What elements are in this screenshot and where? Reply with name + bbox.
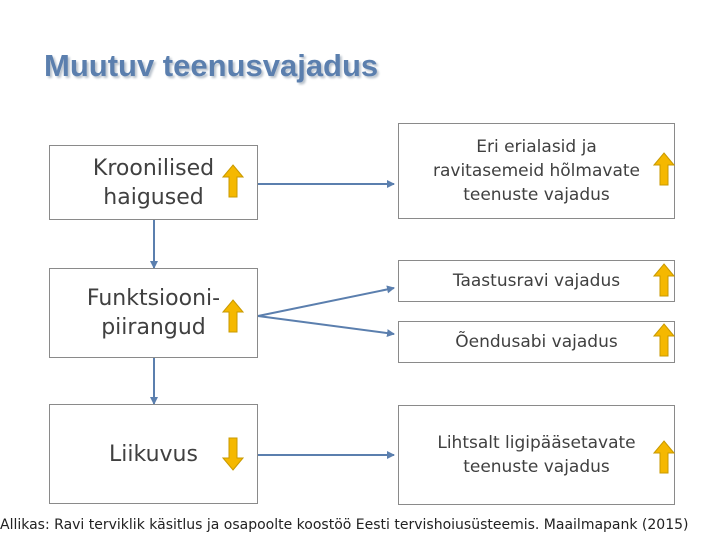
cause-box-line: piirangud xyxy=(101,315,206,340)
trend-up-arrow-icon xyxy=(222,299,244,333)
cause-box-text xyxy=(93,154,214,212)
service-need-box-text xyxy=(433,135,640,207)
service-need-box-line: teenuste vajadus xyxy=(463,457,610,477)
connector-function-to-nursing xyxy=(258,316,394,334)
trend-up-arrow-icon xyxy=(653,323,675,357)
trend-up-arrow-icon xyxy=(222,164,244,198)
service-need-box xyxy=(398,123,675,219)
cause-box-line: Liikuvus xyxy=(109,441,198,467)
trend-up-arrow-icon xyxy=(653,152,675,186)
cause-box-line: Kroonilised xyxy=(92,155,215,181)
service-need-box-line: teenuste vajadus xyxy=(463,185,610,205)
service-need-box-text xyxy=(453,269,620,293)
service-need-box xyxy=(398,321,675,363)
service-need-box xyxy=(398,260,675,302)
service-need-box-line: Taastusravi vajadus xyxy=(452,271,621,291)
cause-box-line: Funktsiooni- xyxy=(86,286,221,311)
connector-function-to-rehab xyxy=(258,288,394,316)
trend-down-arrow-icon xyxy=(222,437,244,471)
service-need-box-line: ravitasemeid hõlmavate xyxy=(432,161,640,181)
source-footnote: Allikas: Ravi terviklik käsitlus ja osapoolte koostöö Eesti tervishoiusüsteemis. Maailmapank (2015) xyxy=(0,517,689,533)
service-need-box-line: Õendusabi vajadus xyxy=(455,332,618,352)
cause-box-text xyxy=(109,440,198,469)
trend-up-arrow-icon xyxy=(653,440,675,474)
trend-up-arrow-icon xyxy=(653,263,675,297)
cause-box-line: haigused xyxy=(103,184,204,210)
service-need-box-line: Lihtsalt ligipääsetavate xyxy=(437,433,636,453)
service-need-box-line: Eri erialasid ja xyxy=(476,137,597,157)
service-need-box-text xyxy=(437,431,635,479)
slide-title: Muutuv teenusvajadus xyxy=(44,48,379,83)
cause-box-text xyxy=(87,284,220,342)
service-need-box xyxy=(398,405,675,505)
service-need-box-text xyxy=(455,330,617,354)
